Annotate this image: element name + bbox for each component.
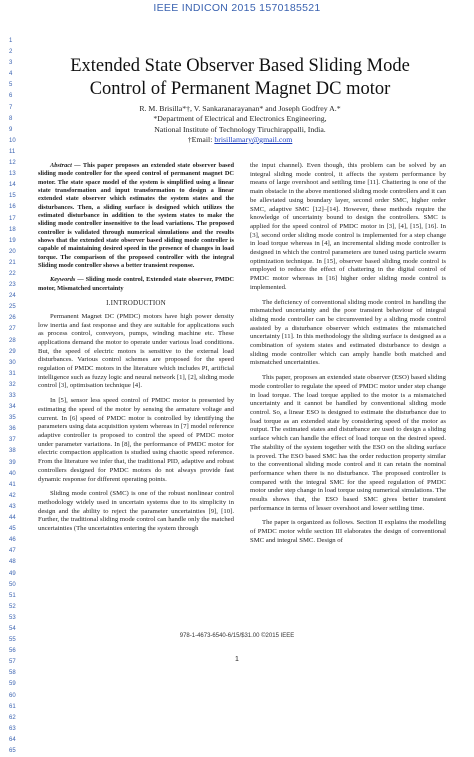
abstract-lead: Abstract —	[50, 162, 81, 169]
right-paragraph-1: the input channel). Even though, this problem can be solved by an integral sliding mode control, it affects the system performance by means of large overshoot and settling time [11]. Chattering is one of the main obstacle in the above mentioned sliding mode controllers and it can be alleviated using boundary layer, second order SMC, higher order SMC, adaptive SMC [12]–[14]. However, these methods require the knowledge of uncertainty bound to design the controllers. SMC is applied for the speed control of PMDC motor in [3], [4], [15], [16]. In [3], second order sliding mode control is implemented for a step change in load torque whereas in [4], an incremental sliding mode controller is designed in which the control parameters are tuned using particle swarm optimization technique. In [15], observer based sliding mode control is employed to reduce the effect of chattering in the digital control of PMDC motor whereas in [16] higher order sliding mode control is implemented.	[250, 162, 446, 291]
left-column	[38, 162, 234, 540]
line-number: 37	[9, 437, 16, 444]
line-number: 10	[9, 137, 16, 144]
right-paragraph-4: The paper is organized as follows. Section II explains the modelling of PMDC motor while section III elaborates the design of conventional SMC and integral SMC. Design of	[250, 519, 446, 544]
line-number: 45	[9, 526, 16, 533]
right-paragraph-2: The deficiency of conventional sliding mode control in handling the mismatched uncertainty and the poor transient behaviour of integral sliding mode controller can be circumvented by a sliding mode control assisted by a disturbance observer which estimates the mismatched uncertainty [11]. In this methodology the sliding surface is designed as a combination of system states and estimated disturbance to design a sliding mode controller which can amply handle both matched and mismatched uncertainties.	[250, 298, 446, 367]
line-number: 8	[9, 115, 13, 122]
author-list: R. M. Brisilla*†, V. Sankaranarayanan* and Joseph Godfrey A.*	[139, 104, 341, 113]
line-number: 39	[9, 459, 16, 466]
line-number: 6	[9, 93, 13, 100]
line-number: 40	[9, 470, 16, 477]
line-number: 25	[9, 304, 16, 311]
line-number: 18	[9, 226, 16, 233]
line-number: 22	[9, 270, 16, 277]
keywords-body: Sliding mode control, Extended state observer, PMDC motor, Mismatched uncertainty	[38, 276, 234, 292]
line-number: 34	[9, 404, 16, 411]
line-number: 16	[9, 204, 16, 211]
line-number: 29	[9, 348, 16, 355]
line-number: 21	[9, 259, 16, 266]
line-number: 56	[9, 648, 16, 655]
keywords	[38, 276, 234, 293]
intro-paragraph-2: In [5], sensor less speed control of PMDC motor is presented by estimating the speed of the motor by sensing the armature voltage and current. In [6] speed of PMDC motor is controlled by identifying the parameters using data acquisition system whereas in [7] model reference adaptive controller is proposed to control the speed of PMDC motor under parameter variations. In [8], the performance of PMDC motor for electric compaction application is studied using chaotic speed reference. From the literature we infer that, the traditional PID, adaptive and robust controllers designed for PMDC motors do not always provide fast dynamic response for different operating points.	[38, 397, 234, 483]
line-number-gutter	[9, 36, 23, 757]
line-number: 23	[9, 282, 16, 289]
line-number: 60	[9, 692, 16, 699]
line-number: 7	[9, 104, 13, 111]
line-number: 14	[9, 182, 16, 189]
line-number: 62	[9, 714, 16, 721]
line-number: 46	[9, 537, 16, 544]
conference-header: IEEE INDICON 2015 1570185521	[153, 2, 321, 14]
page-number: 1	[235, 656, 239, 663]
intro-paragraph-1: Permanent Magnet DC (PMDC) motors have high power density low inertia and fast response and they are suitable for applications such as process control, conveyors, pumps, winding machine etc. These applications demand the motor to operate under various load conditions. But, the speed of electric motors is sensitive to the external load disturbances. Various control schemes are proposed for the speed regulation of PMDC motors in the literature which includes PI, artificial intelligence such as fuzzy logic and neural network [1], [2], sliding mode control [3], optimisation technique [4].	[38, 312, 234, 390]
section-heading-introduction: I.INTRODUCTION	[106, 299, 166, 308]
line-number: 65	[9, 748, 16, 754]
paper-title	[40, 55, 440, 101]
line-number: 55	[9, 637, 16, 644]
line-number: 54	[9, 625, 16, 632]
line-number: 50	[9, 581, 16, 588]
line-number: 17	[9, 215, 16, 222]
abstract	[38, 162, 234, 270]
line-number: 41	[9, 481, 16, 488]
line-number: 26	[9, 315, 16, 322]
line-number: 64	[9, 736, 16, 743]
abstract-body: This paper proposes an extended state observer based sliding mode controller for the speed control of permanent magnet DC motor. The state space model of the system is simplified using a linear state transformation and input transformation to design a linear extended state observer which estimates the system states and the disturbances. Then, a sliding surface is designed which utilizes the estimated disturbance in addition to the system states to make the sliding mode controller insensitive to the load variations. The proposed controller is validated through numerical simulations and the results shows that the extended state observer based sliding mode controller is capable of maintaining desired speed in the presence of changes in load torque. The comparison of the proposed controller with	[38, 162, 234, 261]
intro-paragraph-3: Sliding mode control (SMC) is one of the robust nonlinear control methodology widely used in uncertain systems due to its simplicity in design and the ability to reject the parameter uncertainties [9], [10]. Further, the traditional sliding mode control can handle only the matched uncertainties (The uncertainties entering the system through	[38, 490, 234, 533]
line-number: 63	[9, 725, 16, 732]
line-number: 13	[9, 171, 16, 178]
line-number: 47	[9, 548, 16, 555]
author-block	[40, 104, 440, 145]
line-number: 33	[9, 393, 16, 399]
email-prefix: †Email:	[187, 134, 213, 144]
line-number: 36	[9, 426, 16, 433]
line-number: 9	[9, 126, 13, 133]
email-line	[40, 135, 440, 145]
line-number: 24	[9, 293, 16, 300]
email-link[interactable]: brisillamary@gmail.com	[214, 134, 293, 144]
line-number: 58	[9, 670, 16, 677]
line-number: 28	[9, 337, 16, 344]
right-column	[250, 162, 446, 552]
title-line-2: Control of Permanent Magnet DC motor	[89, 79, 391, 99]
copyright-footer: 978-1-4673-6540-6/15/$31.00 ©2015 IEEE	[179, 633, 295, 639]
abstract-tail: the integral Sliding mode controller shows a better transient response.	[38, 253, 235, 270]
line-number: 42	[9, 492, 16, 499]
line-number: 35	[9, 415, 16, 422]
right-paragraph-3: This paper, proposes an extended state observer (ESO) based sliding mode controller to regulate the speed of PMDC motor under step change in load torque. The load torque applied to the motor is a mismatched uncertainty and it cannot be handled by conventional sliding mode control. So, a linear ESO is designed to estimate the disturbance due to load torque as an extended state by considering speed of the motor as output. The estimated states and disturbance are used to design a sliding surface which can handle the effect of load torque on the desired speed. The stability of the system together with the ESO on the sliding surface is proved. The ESO based SMC has the order reduction property similar to the conventional sliding mode control and it can retain the nominal performance when there is no disturbance. The proposed controller is compared with the integral SMC for the speed regulation of PMDC motor under step change in load torque using numerical simulations. The results shows that, the ESO based SMC gives better transient performance in terms of lesser overshoot and lower settling time.	[250, 374, 446, 512]
line-number: 44	[9, 515, 16, 522]
line-number: 19	[9, 237, 16, 244]
line-number: 3	[9, 60, 13, 67]
line-number: 4	[9, 71, 13, 78]
line-number: 12	[9, 160, 16, 167]
line-number: 43	[9, 503, 16, 510]
affiliation-institute: National Institute of Technology Tiruchirappalli, India.	[154, 124, 326, 134]
line-number: 57	[9, 659, 16, 666]
title-line-1: Extended State Observer Based Sliding Mode	[70, 56, 410, 76]
line-number: 5	[9, 82, 13, 89]
line-number: 31	[9, 370, 16, 377]
line-number: 49	[9, 570, 16, 577]
line-number: 2	[9, 49, 13, 56]
line-number: 51	[9, 592, 16, 599]
line-number: 27	[9, 326, 16, 333]
line-number: 38	[9, 448, 16, 455]
line-number: 30	[9, 359, 16, 366]
line-number: 48	[9, 559, 16, 566]
line-number: 20	[9, 248, 16, 255]
line-number: 1	[9, 38, 13, 44]
line-number: 11	[9, 148, 16, 155]
affiliation-department: *Department of Electrical and Electronics Engineering,	[153, 114, 327, 124]
line-number: 15	[9, 193, 16, 200]
line-number: 59	[9, 681, 16, 688]
line-number: 53	[9, 614, 16, 621]
line-number: 61	[9, 703, 16, 710]
line-number: 32	[9, 381, 16, 388]
keywords-lead: Keywords —	[50, 276, 84, 284]
line-number: 52	[9, 603, 16, 610]
